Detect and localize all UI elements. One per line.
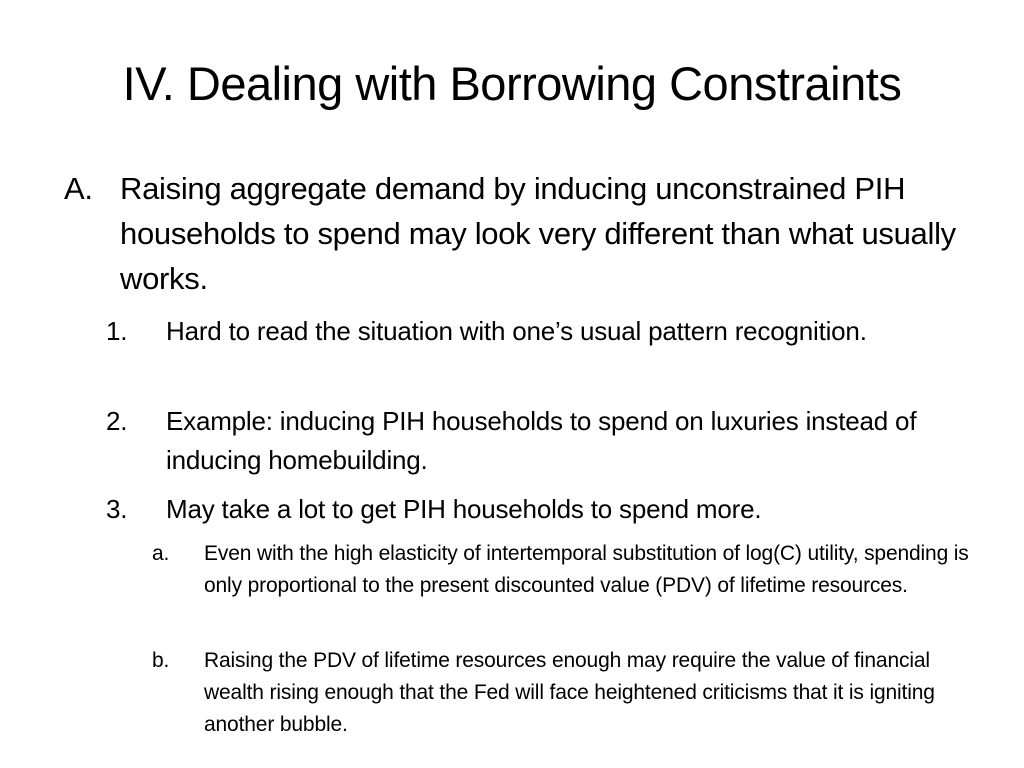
list-marker: 1. [106, 316, 128, 346]
list-item-text: Raising aggregate demand by inducing unconstrained PIH households to spend may look very different than what usually works. [120, 171, 956, 296]
list-item-text: Example: inducing PIH households to spend on luxuries instead of inducing homebuilding. [166, 406, 917, 475]
list-item-a [64, 166, 964, 301]
slide-title: IV. Dealing with Borrowing Constraints [122, 57, 902, 110]
list-item-text: Even with the high elasticity of intertemporal substitution of log(C) utility, spending is only proportional to the present discounted value (PDV) of lifetime resources. [204, 542, 969, 597]
list-item-3 [106, 490, 956, 529]
list-marker: 2. [106, 406, 128, 436]
list-item-1 [106, 312, 956, 351]
list-marker: A. [64, 171, 93, 206]
list-item-2 [106, 402, 956, 480]
list-item-text: May take a lot to get PIH households to spend more. [166, 494, 762, 524]
list-item-3a [152, 538, 972, 602]
list-item-text: Raising the PDV of lifetime resources enough may require the value of financial wealth rising enough that the Fed will face heightened criticisms that it is igniting another bubble. [204, 649, 935, 736]
list-item-3b [152, 645, 972, 741]
list-marker: b. [152, 649, 170, 672]
list-marker: 3. [106, 494, 128, 524]
list-marker: a. [152, 542, 170, 565]
list-item-text: Hard to read the situation with one’s usual pattern recognition. [166, 316, 867, 346]
